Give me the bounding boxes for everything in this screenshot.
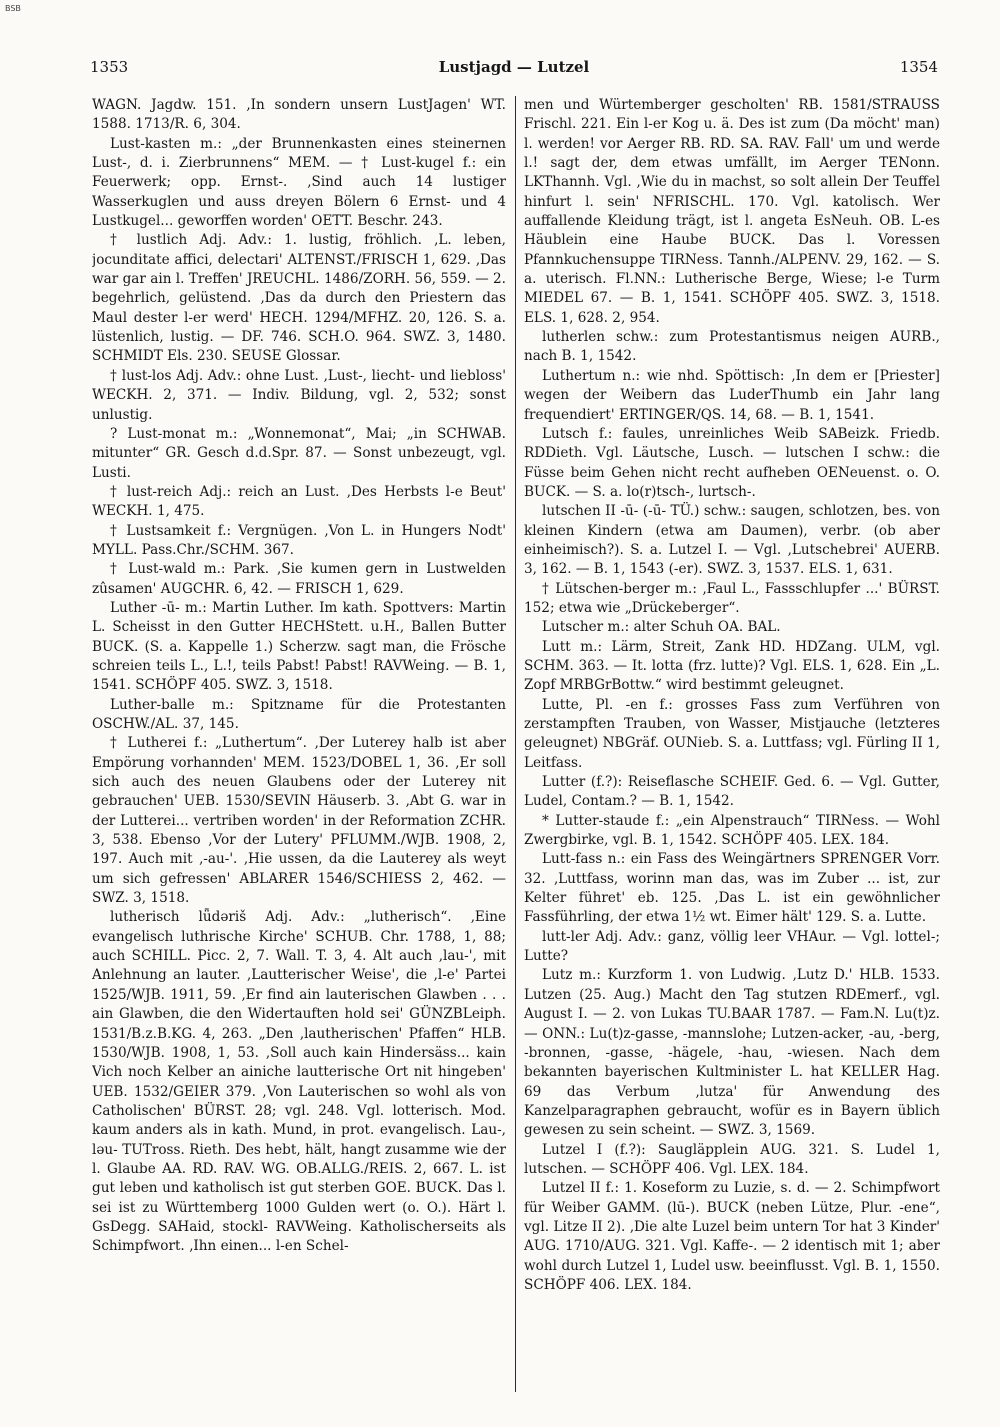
entry-paragraph: lutschen II -ū- (-ū- TÜ.) schw.: saugen, schlotzen, bes. von kleinen Kindern (etwa am Daumen), verbr. (ob aber einheimisch?). S. a. Lutzel I. — Vgl. ‚Lutschebrei' AUERB. 3, 162. — B. 1, 1543 (-er). SWZ. 3, 1537. ELS. 1, 631.	[524, 503, 940, 578]
entry-paragraph: † Lust-wald m.: Park. ‚Sie kumen gern in Lustwelden zûsamen' AUGCHR. 6, 42. — FRISCH 1, 629.	[92, 561, 506, 597]
entry-paragraph: † lust-reich Adj.: reich an Lust. ‚Des Herbsts l-e Beut' WECKH. 1, 475.	[92, 483, 506, 520]
entry-paragraph: Lutscher m.: alter Schuh OA. BAL.	[542, 619, 781, 636]
entry-paragraph: Lutzel I (f.?): Saugläpplein AUG. 321. S. Ludel 1, lutschen. — SCHÖPF 406. Vgl. LEX. 184.	[524, 1141, 940, 1177]
column-divider	[515, 96, 516, 1392]
entry-paragraph: Lutsch f.: faules, unreinliches Weib SABeizk. Friedb. RDDieth. Vgl. Läutsche, Lusch. — lutschen I schw.: die Füsse beim Gehen nicht recht aufheben OENeuenst. o. O. BUCK. — S. a. lo(r)tsch-, lurtsch-.	[524, 425, 940, 500]
entry-paragraph: Luthertum n.: wie nhd. Spöttisch: ‚In dem er [Priester] wegen der Weibern das LuderThumb ein Jahr lang frequendiert' ERTINGER/QS. 14, 68. — B. 1, 1541.	[524, 367, 940, 423]
running-title: Lustjagd — Lutzel	[438, 58, 590, 76]
right-column	[524, 96, 940, 1392]
entry-paragraph: Lutzel II f.: 1. Koseform zu Luzie, s. d. — 2. Schimpfwort für Weiber GAMM. (lū-). BUCK (neben Lütze, Plur. -ene“, vgl. Litze II 2). ‚Die alte Luzel beim untern Tor hat 3 Kinder' AUG. 1710/AUG. 321. Vgl. Kaffe-. — 2 identisch mit 1; aber wohl durch Lutzel 1, Ludel usw. beeinflusst. Vgl. B. 1, 1550. SCHÖPF 406. LEX. 184.	[524, 1180, 940, 1293]
entry-paragraph: ? Lust-monat m.: „Wonnemonat“, Mai; „in SCHWAB. mitunter“ GR. Gesch d.d.Spr. 87. — Sonst unbezeugt, vgl. Lusti.	[92, 425, 506, 481]
entry-paragraph: lutt-ler Adj. Adv.: ganz, völlig leer VHAur. — Vgl. lottel-; Lutte?	[524, 928, 940, 965]
entry-paragraph: † lust-los Adj. Adv.: ohne Lust. ‚Lust-, liecht- und liebloss' WECKH. 2, 371. — Indiv. Bildung, vgl. 2, 532; sonst unlustig.	[92, 367, 506, 423]
entry-paragraph: Luther -ū- m.: Martin Luther. Im kath. Spottvers: Martin L. Scheisst in den Gutter HECHStett. u.H., Ballen Butter BUCK. (S. a. Kappelle 1.) Scherzw. sagt man, die Frösche schreien teils L., L.!, teils Pabst! Pabst! RAVWeing. — B. 1, 1541. SCHÖPF 405. SWZ. 3, 1518.	[92, 599, 506, 694]
library-stamp: BSB	[5, 4, 21, 13]
entry-paragraph: men und Würtemberger gescholten' RB. 1581/STRAUSS Frischl. 221. Ein l-er Kog u. ä. Des ist zum (Da möcht' man) l. werden! vor Aerger RB. RD. SA. RAV. Fall' um und werde l.! sagt der, dem etwas umfällt, im Aerger TENonn. LKThannh. Vgl. ‚Wie du in machst, so solt allein Der Teuffel hinfurt l. sein' NFRISCHL. 170. Vgl. katolisch. Wer auffallende Kleidung trägt, ist l. angeta EsNeuh. OB. L-es Häublein eine Haube BUCK. Das l. Voressen Pfannkuchensuppe TIRNess. Tannh./ALPENV. 29, 162. — S. a. uterisch. Fl.NN.: Lutherische Berge, Wiese; l-e Turm MIEDEL 67. — B. 1, 1541. SCHÖPF 405. SWZ. 3, 1518. ELS. 1, 628. 2, 954.	[524, 97, 940, 326]
left-column	[92, 96, 506, 1392]
entry-paragraph: Lutt m.: Lärm, Streit, Zank HD. HDZang. ULM, vgl. SCHM. 363. — It. lotta (frz. lutte)? Vgl. ELS. 1, 628. Ein „L. Zopf MRBGrBottw.“ wird bestimmt geleugnet.	[524, 638, 940, 694]
entry-paragraph: † Lustsamkeit f.: Vergnügen. ‚Von L. in Hungers Nodt' MYLL. Pass.Chr./SCHM. 367.	[92, 522, 506, 558]
entry-paragraph: WAGN. Jagdw. 151. ‚In sondern unsern LustJagen' WT. 1588. 1713/R. 6, 304.	[92, 97, 506, 133]
entry-paragraph: Lutte, Pl. -en f.: grosses Fass zum Verführen von zerstampften Trauben, von Wasser, Mistjauche (letzteres geleugnet) NBGräf. OUNieb. S. a. Luttfass; vgl. Fürling II 1, Leitfass.	[524, 696, 940, 771]
page-number-right: 1354	[899, 58, 938, 76]
entry-paragraph: Lutz m.: Kurzform 1. von Ludwig. ‚Lutz D.' HLB. 1533. Lutzen (25. Aug.) Macht den Tag stutzen RDEmerf., vgl. August I. — 2. von Lukas TU.BAAR 1787. — Fam.N. Lu(t)z. — ONN.: Lu(t)z-gasse, -mannslohe; Lutzen-acker, -au, -berg, -bronnen, -gasse, -hägele, -hau, -wiesen. Nach dem bekannten bayerischen Kultminister L. hat KELLER Hag. 69 das Verbum ‚lutza' für Anwendung des Kanzelparagraphen gebraucht, wofür es in Bayern üblich gewesen zu sein scheint. — SWZ. 3, 1569.	[524, 967, 940, 1139]
entry-paragraph: † Lütschen-berger m.: ‚Faul L., Fassschlupfer ...' BÜRST. 152; etwa wie „Drückeberger“.	[524, 580, 940, 616]
entry-paragraph: Lutter (f.?): Reiseflasche SCHEIF. Ged. 6. — Vgl. Gutter, Ludel, Contam.? — B. 1, 1542.	[524, 774, 940, 810]
page-number-left: 1353	[90, 58, 129, 76]
entry-paragraph: * Lutter-staude f.: „ein Alpenstrauch“ TIRNess. — Wohl Zwergbirke, vgl. B. 1, 1542. SCHÖPF 405. LEX. 184.	[524, 812, 940, 849]
page-header	[90, 58, 938, 82]
entry-paragraph: lutherlen schw.: zum Protestantismus neigen AURB., nach B. 1, 1542.	[524, 329, 940, 365]
entry-paragraph: Luther-balle m.: Spitzname für die Protestanten OSCHW./AL. 37, 145.	[92, 696, 506, 732]
entry-paragraph: Lust-kasten m.: „der Brunnenkasten eines steinernen Lust-, d. i. Zierbrunnens“ MEM. — † Lust-kugel f.: ein Feuerwerk; opp. Ernst-. ‚Sind auch 14 lustiger Wasserkuglen und auss dreyen Bölern 6 Ernst- und 4 Lustkugel... geworffen worden' OETT. Beschr. 243.	[92, 135, 506, 230]
entry-paragraph: Lutt-fass n.: ein Fass des Weingärtners SPRENGER Vorr. 32. ‚Luttfass, worinn man das, was im Zuber ... ist, zur Kelter führet' eb. 125. ‚Das L. ist ein gewöhnlicher Fassführling, der etwa 1½ wt. Eimer hält' 129. S. a. Lutte.	[524, 851, 940, 926]
entry-paragraph: † lustlich Adj. Adv.: 1. lustig, fröhlich. ‚L. leben, jocunditate affici, delectari' ALTENST./FRISCH 1, 629. ‚Das war gar ain l. Treffen' JREUCHL. 1486/ZORH. 56, 559. — 2. begehrlich, gelüstend. ‚Das da durch den Priestern das Maul dester l-er werd' HECH. 1294/MFHZ. 20, 126. S. a. lüstenlich, lustig. — DF. 746. SCH.O. 964. SWZ. 3, 1480. SCHMIDT Els. 230. SEUSE Glossar.	[92, 232, 506, 365]
entry-paragraph: † Lutherei f.: „Luthertum“. ‚Der Luterey halb ist aber Empörung vorhannden' MEM. 1523/DOBEL 1, 36. ‚Er soll sich auch des neuen Glaubens oder der Luterey nit gebrauchen' UEB. 1530/SEVIN Häuserb. 3. ‚Abt G. war in der Lutterei... vertriben worden' in der Reformation ZCHR. 3, 538. Ebenso ‚Vor der Lutery' PFLUMM./WJB. 1908, 2, 197. Auch mit ‚-au-'. ‚Hie ussen, da die Lauterey als weyt um sich gefressen' ABLARER 1546/SCHIESS 2, 462. — SWZ. 3, 1518.	[92, 735, 506, 907]
entry-paragraph: lutherisch lǖdəriš Adj. Adv.: „lutherisch“. ‚Eine evangelisch luthrische Kirche' SCHUB. Chr. 1788, 1, 88; auch SCHILL. Picc. 2, 7. Wall. T. 3, 4. Alt auch ‚lau-', mit Anlehnung an lauter. ‚Lautterischer Weise', die ‚l-e' Partei 1525/WJB. 1911, 59. ‚Er find ain lauterischen Glawben . . . ain Glawben, die den Widertauften hold sei' GÜNZBLeiph. 1531/B.z.B.KG. 4, 263. „Den ‚lautherischen' Pfaffen“ HLB. 1530/WJB. 1908, 1, 53. ‚Soll auch kain Hindersäss... kain Vich noch Kelber an ainiche lautterische Ort nit hingeben' UEB. 1532/GEIER 379. ‚Von Lauterischen so wohl als von Catholischen' BÜRST. 28; vgl. 248. Vgl. lotterisch. Mod. kaum anders als in kath. Mund, in prot. evangelisch. Lau-, lǝu- TUTross. Rieth. Des hebt, hält, hangt zusamme wie der l. Glaube AA. RD. RAV. WG. OB.ALLG./REIS. 2, 667. L. ist gut leben und katholisch ist gut sterben GOE. BUCK. Das l. sei ist zu Württemberg 1000 Gulden wert (o. O.). Härt l. GsDegg. SAHaid, stockl- RAVWeing. Katholischerseits als Schimpfwort. ‚Ihn einen... l-en Schel-	[92, 909, 506, 1255]
